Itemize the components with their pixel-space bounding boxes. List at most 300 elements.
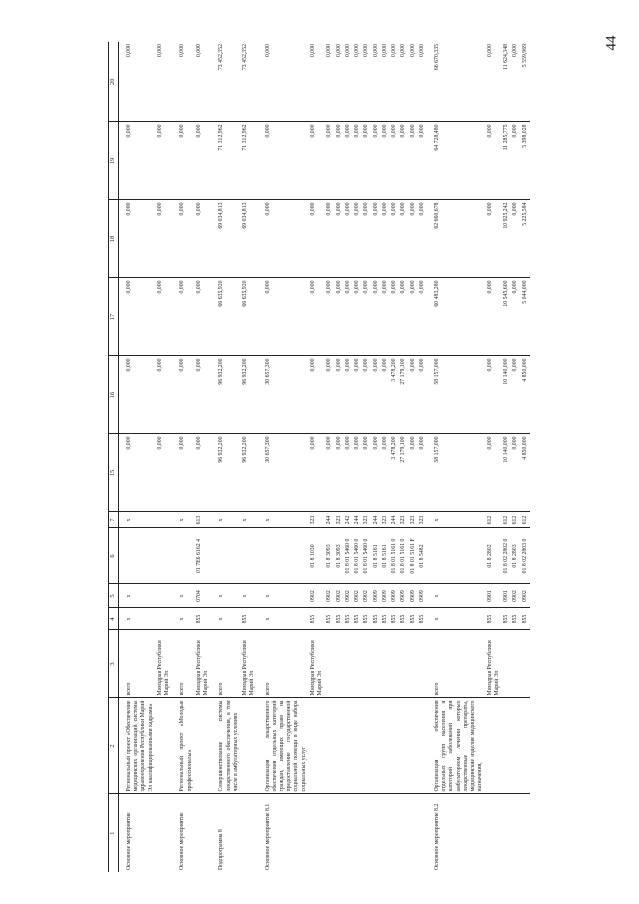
cell-c6: 01 8 01 5460 0 <box>353 528 362 584</box>
cell-c16: 4 850,000 <box>521 356 530 434</box>
cell-c3: Минздрав Республики Марий Эл <box>486 630 502 698</box>
rotated-table-container <box>108 42 528 872</box>
cell-c7: 242 <box>344 512 353 528</box>
cell-c20: 0,000 <box>156 42 172 122</box>
cell-c1 <box>362 794 371 872</box>
cell-c3: всего <box>119 630 156 698</box>
cell-c2 <box>418 698 427 794</box>
cell-c4: 855 <box>381 608 390 630</box>
cell-c3: Минздрав Республики Марий Эл <box>309 630 325 698</box>
cell-c15: 0,000 <box>344 434 353 512</box>
cell-c17: 0,000 <box>195 278 211 356</box>
cell-c2: Организация лекарственного обеспечения отдельных категорий граждан, имеющих право на предоставление государственной социальной помощи в виде набора социальных услуг <box>258 698 309 794</box>
cell-c15: 0,000 <box>381 434 390 512</box>
column-header: 7 <box>109 512 119 528</box>
cell-c6: 01 8 5161 <box>372 528 381 584</box>
cell-c1 <box>372 794 381 872</box>
cell-c19: 5 398,028 <box>521 122 530 200</box>
cell-c19: 0,000 <box>195 122 211 200</box>
cell-c19: 0,000 <box>409 122 418 200</box>
cell-c20: 0,000 <box>511 42 520 122</box>
cell-c3 <box>372 630 381 698</box>
cell-c20: 0,000 <box>362 42 371 122</box>
cell-c4: х <box>427 608 486 630</box>
cell-c2 <box>372 698 381 794</box>
cell-c5: 0909 <box>381 584 390 608</box>
cell-c5: 0909 <box>418 584 427 608</box>
cell-c4: 855 <box>353 608 362 630</box>
cell-c6 <box>211 528 241 584</box>
cell-c18: 0,000 <box>309 200 325 278</box>
table-row <box>511 42 520 872</box>
cell-c18: 69 034,813 <box>211 200 241 278</box>
cell-c17: 0,000 <box>156 278 172 356</box>
cell-c3: Минздрав Республики Марий Эл <box>241 630 257 698</box>
cell-c16: 0,000 <box>418 356 427 434</box>
cell-c18: 0,000 <box>258 200 309 278</box>
cell-c17: 60 483,280 <box>427 278 486 356</box>
cell-c5: 0902 <box>335 584 344 608</box>
cell-c16: 0,000 <box>381 356 390 434</box>
cell-c5: х <box>258 584 309 608</box>
cell-c1 <box>353 794 362 872</box>
cell-c7: 244 <box>372 512 381 528</box>
cell-c20: 0,000 <box>172 42 194 122</box>
cell-c15: 0,000 <box>372 434 381 512</box>
cell-c16: 96 932,200 <box>241 356 257 434</box>
cell-c6 <box>241 528 257 584</box>
cell-c15: 0,000 <box>172 434 194 512</box>
column-header: 5 <box>109 584 119 608</box>
cell-c15: 0,000 <box>195 434 211 512</box>
budget-table <box>108 42 530 872</box>
cell-c1 <box>390 794 399 872</box>
cell-c20: 0,000 <box>325 42 334 122</box>
cell-c5: 0902 <box>309 584 325 608</box>
cell-c20: 0,000 <box>258 42 309 122</box>
cell-c3 <box>511 630 520 698</box>
cell-c17: 0,000 <box>381 278 390 356</box>
cell-c5: 0909 <box>409 584 418 608</box>
cell-c19: 0,000 <box>309 122 325 200</box>
cell-c7: х <box>172 512 194 528</box>
cell-c6: 01 8 3093 <box>335 528 344 584</box>
table-row <box>335 42 344 872</box>
cell-c5 <box>156 584 172 608</box>
cell-c3 <box>325 630 334 698</box>
cell-c19: 0,000 <box>399 122 408 200</box>
cell-c19: 0,000 <box>335 122 344 200</box>
cell-c19: 71 312,962 <box>241 122 257 200</box>
cell-c16: 0,000 <box>172 356 194 434</box>
cell-c19: 0,000 <box>418 122 427 200</box>
cell-c20: 0,000 <box>344 42 353 122</box>
cell-c3: всего <box>211 630 241 698</box>
cell-c20: 0,000 <box>390 42 399 122</box>
cell-c2 <box>390 698 399 794</box>
cell-c7: х <box>427 512 486 528</box>
cell-c6: 01 8 2803 <box>511 528 520 584</box>
cell-c16: 58 157,000 <box>427 356 486 434</box>
cell-c18: 69 034,813 <box>241 200 257 278</box>
table-row <box>381 42 390 872</box>
cell-c1: Основное мероприятие 8.2 <box>433 803 440 870</box>
table-row <box>399 42 408 872</box>
cell-c18: 0,000 <box>511 200 520 278</box>
cell-c17: 0,000 <box>409 278 418 356</box>
cell-c6: 01 8 01 5161 0 <box>390 528 399 584</box>
cell-c17: 10 545,600 <box>502 278 511 356</box>
cell-c19: 0,000 <box>172 122 194 200</box>
cell-c2 <box>325 698 334 794</box>
cell-c4: 855 <box>511 608 520 630</box>
table-row <box>390 42 399 872</box>
cell-c2 <box>344 698 353 794</box>
cell-c5: 0902 <box>362 584 371 608</box>
cell-c5: 0704 <box>195 584 211 608</box>
cell-c4: 855 <box>486 608 502 630</box>
cell-c4: х <box>258 608 309 630</box>
cell-c6 <box>427 528 486 584</box>
cell-c15: 0,000 <box>156 434 172 512</box>
cell-c1 <box>521 794 530 872</box>
cell-c19: 0,000 <box>325 122 334 200</box>
cell-c15: 0,000 <box>335 434 344 512</box>
cell-c17: 0,000 <box>399 278 408 356</box>
cell-c7: х <box>211 512 241 528</box>
cell-c20: 0,000 <box>195 42 211 122</box>
cell-c15: 0,000 <box>325 434 334 512</box>
cell-c17: 0,000 <box>353 278 362 356</box>
cell-c1 <box>502 794 511 872</box>
cell-c2: Совершенствование системы лекарственного обеспечения, в том числе в амбулаторных условиях <box>211 698 241 794</box>
table-row <box>309 42 325 872</box>
cell-c7: 244 <box>325 512 334 528</box>
cell-c2 <box>381 698 390 794</box>
cell-c15: 27 179,100 <box>399 434 408 512</box>
cell-c3 <box>353 630 362 698</box>
cell-c1 <box>195 794 211 872</box>
cell-c7: 612 <box>486 512 502 528</box>
cell-c17: 0,000 <box>119 278 156 356</box>
cell-c4: 855 <box>344 608 353 630</box>
cell-c5: 0909 <box>390 584 399 608</box>
table-row <box>372 42 381 872</box>
cell-c5: х <box>172 584 194 608</box>
cell-c7: 323 <box>381 512 390 528</box>
cell-c3 <box>344 630 353 698</box>
cell-c5: 0902 <box>511 584 520 608</box>
cell-c3 <box>362 630 371 698</box>
cell-c2 <box>486 698 502 794</box>
cell-c19: 0,000 <box>353 122 362 200</box>
cell-c7: 612 <box>502 512 511 528</box>
cell-c4: 855 <box>309 608 325 630</box>
cell-c17: 0,000 <box>335 278 344 356</box>
cell-c5: 0909 <box>399 584 408 608</box>
cell-c18: 0,000 <box>399 200 408 278</box>
table-row <box>418 42 427 872</box>
cell-c17: 0,000 <box>511 278 520 356</box>
cell-c1 <box>335 794 344 872</box>
cell-c4: х <box>119 608 156 630</box>
cell-c5: 0902 <box>353 584 362 608</box>
table-row <box>195 42 211 872</box>
cell-c17: 66 635,920 <box>211 278 241 356</box>
cell-c16: 0,000 <box>325 356 334 434</box>
table-row <box>362 42 371 872</box>
cell-c1: Основное мероприятие <box>179 812 186 870</box>
cell-c6: 01 8 5482 <box>418 528 427 584</box>
cell-c20: 5 559,969 <box>521 42 530 122</box>
column-header: 16 <box>109 356 119 434</box>
cell-c16: 0,000 <box>335 356 344 434</box>
cell-c20: 0,000 <box>486 42 502 122</box>
cell-c3: Минздрав Республики Марий Эл <box>156 630 172 698</box>
cell-c17: 0,000 <box>362 278 371 356</box>
cell-c2 <box>399 698 408 794</box>
cell-c4: 855 <box>362 608 371 630</box>
cell-c20: 66 670,335 <box>427 42 486 122</box>
cell-c18: 0,000 <box>372 200 381 278</box>
cell-c1 <box>418 794 427 872</box>
cell-c16: 96 932,200 <box>211 356 241 434</box>
cell-c6 <box>119 528 156 584</box>
table-row <box>409 42 418 872</box>
cell-c15: 0,000 <box>119 434 156 512</box>
cell-c4: 855 <box>418 608 427 630</box>
column-header: 18 <box>109 200 119 278</box>
cell-c18: 0,000 <box>353 200 362 278</box>
column-header: 15 <box>109 434 119 512</box>
cell-c6: 01 8 01 5161 F <box>409 528 418 584</box>
cell-c2 <box>353 698 362 794</box>
cell-c7: 323 <box>409 512 418 528</box>
cell-c18: 0,000 <box>325 200 334 278</box>
cell-c6: 01 7Е6 6162 4 <box>195 528 211 584</box>
cell-c1 <box>486 794 502 872</box>
cell-c16: 0,000 <box>409 356 418 434</box>
cell-c16: 0,000 <box>511 356 520 434</box>
cell-c4: 855 <box>335 608 344 630</box>
cell-c3 <box>399 630 408 698</box>
table-row <box>258 42 309 872</box>
cell-c16: 0,000 <box>372 356 381 434</box>
cell-c19: 0,000 <box>156 122 172 200</box>
table-row <box>172 42 194 872</box>
cell-c19: 11 285,775 <box>502 122 511 200</box>
cell-c18: 0,000 <box>172 200 194 278</box>
cell-c3 <box>521 630 530 698</box>
cell-c16: 0,000 <box>309 356 325 434</box>
cell-c4: 855 <box>409 608 418 630</box>
cell-c16: 0,000 <box>344 356 353 434</box>
cell-c17: 0,000 <box>309 278 325 356</box>
cell-c19: 0,000 <box>258 122 309 200</box>
cell-c5: 0902 <box>325 584 334 608</box>
cell-c15: 0,000 <box>353 434 362 512</box>
cell-c15: 0,000 <box>418 434 427 512</box>
cell-c17: 5 044,000 <box>521 278 530 356</box>
cell-c6 <box>156 528 172 584</box>
column-header: 1 <box>109 794 119 872</box>
cell-c6: 01 8 01 5161 0 <box>399 528 408 584</box>
cell-c18: 62 660,678 <box>427 200 486 278</box>
cell-c20: 0,000 <box>381 42 390 122</box>
cell-c4: х <box>211 608 241 630</box>
table-row <box>427 42 486 872</box>
column-header: 3 <box>109 630 119 698</box>
column-header: 6 <box>109 528 119 584</box>
cell-c2 <box>511 698 520 794</box>
cell-c18: 0,000 <box>156 200 172 278</box>
cell-c7: х <box>241 512 257 528</box>
cell-c19: 0,000 <box>486 122 502 200</box>
cell-c5: 0901 <box>502 584 511 608</box>
cell-c4: 855 <box>502 608 511 630</box>
cell-c15: 0,000 <box>409 434 418 512</box>
cell-c19: 0,000 <box>362 122 371 200</box>
cell-c15: 3 478,200 <box>390 434 399 512</box>
cell-c15: 30 657,300 <box>258 434 309 512</box>
page-number <box>600 28 624 58</box>
cell-c5: 0902 <box>344 584 353 608</box>
cell-c2 <box>502 698 511 794</box>
cell-c19: 0,000 <box>381 122 390 200</box>
cell-c7: 323 <box>418 512 427 528</box>
cell-c18: 0,000 <box>335 200 344 278</box>
cell-c2 <box>409 698 418 794</box>
cell-c2 <box>195 698 211 794</box>
cell-c2: Региональный проект «Молодые профессионалы» <box>172 698 194 794</box>
cell-c1 <box>399 794 408 872</box>
cell-c20: 0,000 <box>399 42 408 122</box>
cell-c6: 01 8 2802 <box>486 528 502 584</box>
cell-c17: 66 635,920 <box>241 278 257 356</box>
cell-c5: х <box>119 584 156 608</box>
column-header: 4 <box>109 608 119 630</box>
cell-c2 <box>521 698 530 794</box>
cell-c4: 855 <box>372 608 381 630</box>
cell-c19: 0,000 <box>344 122 353 200</box>
cell-c1 <box>511 794 520 872</box>
cell-c5: 0909 <box>372 584 381 608</box>
cell-c15: 0,000 <box>511 434 520 512</box>
cell-c3 <box>409 630 418 698</box>
cell-c15: 0,000 <box>486 434 502 512</box>
cell-c7: 244 <box>390 512 399 528</box>
cell-c15: 0,000 <box>362 434 371 512</box>
cell-c16: 0,000 <box>353 356 362 434</box>
cell-c15: 58 157,000 <box>427 434 486 512</box>
page-number-text: 44 <box>603 35 620 51</box>
cell-c3 <box>390 630 399 698</box>
cell-c7: 323 <box>399 512 408 528</box>
cell-c19: 0,000 <box>372 122 381 200</box>
cell-c1: Основное мероприятие <box>126 812 132 870</box>
cell-c5: х <box>427 584 486 608</box>
column-header: 20 <box>109 42 119 122</box>
cell-c19: 0,000 <box>119 122 156 200</box>
column-header: 17 <box>109 278 119 356</box>
cell-c20: 73 452,352 <box>211 42 241 122</box>
cell-c3 <box>502 630 511 698</box>
cell-c20: 0,000 <box>119 42 156 122</box>
cell-c1 <box>325 794 334 872</box>
cell-c2 <box>309 698 325 794</box>
cell-c20: 0,000 <box>353 42 362 122</box>
cell-c6: 01 8 01 5460 0 <box>362 528 371 584</box>
cell-c7: 612 <box>511 512 520 528</box>
cell-c7: 244 <box>353 512 362 528</box>
cell-c2 <box>156 698 172 794</box>
cell-c15: 96 932,200 <box>241 434 257 512</box>
cell-c16: 0,000 <box>156 356 172 434</box>
cell-c16: 27 179,100 <box>399 356 408 434</box>
cell-c18: 0,000 <box>381 200 390 278</box>
cell-c16: 3 478,200 <box>390 356 399 434</box>
cell-c19: 0,000 <box>511 122 520 200</box>
cell-c17: 0,000 <box>344 278 353 356</box>
cell-c17: 0,000 <box>325 278 334 356</box>
cell-c1 <box>309 794 325 872</box>
cell-c6: 01 8 3093 <box>325 528 334 584</box>
cell-c1 <box>381 794 390 872</box>
cell-c20: 0,000 <box>418 42 427 122</box>
cell-c1: Основное мероприятие 8.1 <box>264 803 271 870</box>
cell-c7: 323 <box>362 512 371 528</box>
cell-c18: 0,000 <box>486 200 502 278</box>
cell-c18: 5 225,584 <box>521 200 530 278</box>
table-body <box>119 42 530 872</box>
cell-c19: 71 312,962 <box>211 122 241 200</box>
cell-c3: всего <box>427 630 486 698</box>
cell-c20: 0,000 <box>335 42 344 122</box>
table-row <box>353 42 362 872</box>
cell-c7 <box>156 512 172 528</box>
cell-c6 <box>172 528 194 584</box>
cell-c2 <box>335 698 344 794</box>
cell-c19: 64 728,480 <box>427 122 486 200</box>
cell-c2 <box>241 698 257 794</box>
cell-c3 <box>418 630 427 698</box>
column-header: 2 <box>109 698 119 794</box>
cell-c3: всего <box>258 630 309 698</box>
cell-c17: 0,000 <box>486 278 502 356</box>
table-row <box>241 42 257 872</box>
cell-c1: Подпрограмма 8 <box>218 829 225 870</box>
cell-c6: 01 8 02 2802 0 <box>502 528 511 584</box>
cell-c7: 323 <box>309 512 325 528</box>
cell-c16: 30 657,300 <box>258 356 309 434</box>
cell-c16: 0,000 <box>486 356 502 434</box>
cell-c17: 0,000 <box>372 278 381 356</box>
table-row <box>211 42 241 872</box>
cell-c20: 0,000 <box>309 42 325 122</box>
cell-c20: 11 624,348 <box>502 42 511 122</box>
table-row <box>119 42 156 872</box>
table-row <box>344 42 353 872</box>
table-row <box>502 42 511 872</box>
cell-c16: 0,000 <box>362 356 371 434</box>
cell-c5: 0902 <box>521 584 530 608</box>
cell-c3 <box>335 630 344 698</box>
cell-c4: 855 <box>521 608 530 630</box>
cell-c15: 96 932,200 <box>211 434 241 512</box>
cell-c2: Организация обеспечения отдельных групп населения и категорий заболеваний при амбулаторном лечении которых лекарственные препараты, медицинские изделия медицинского назначения, <box>427 698 486 794</box>
cell-c17: 0,000 <box>390 278 399 356</box>
cell-c4 <box>156 608 172 630</box>
